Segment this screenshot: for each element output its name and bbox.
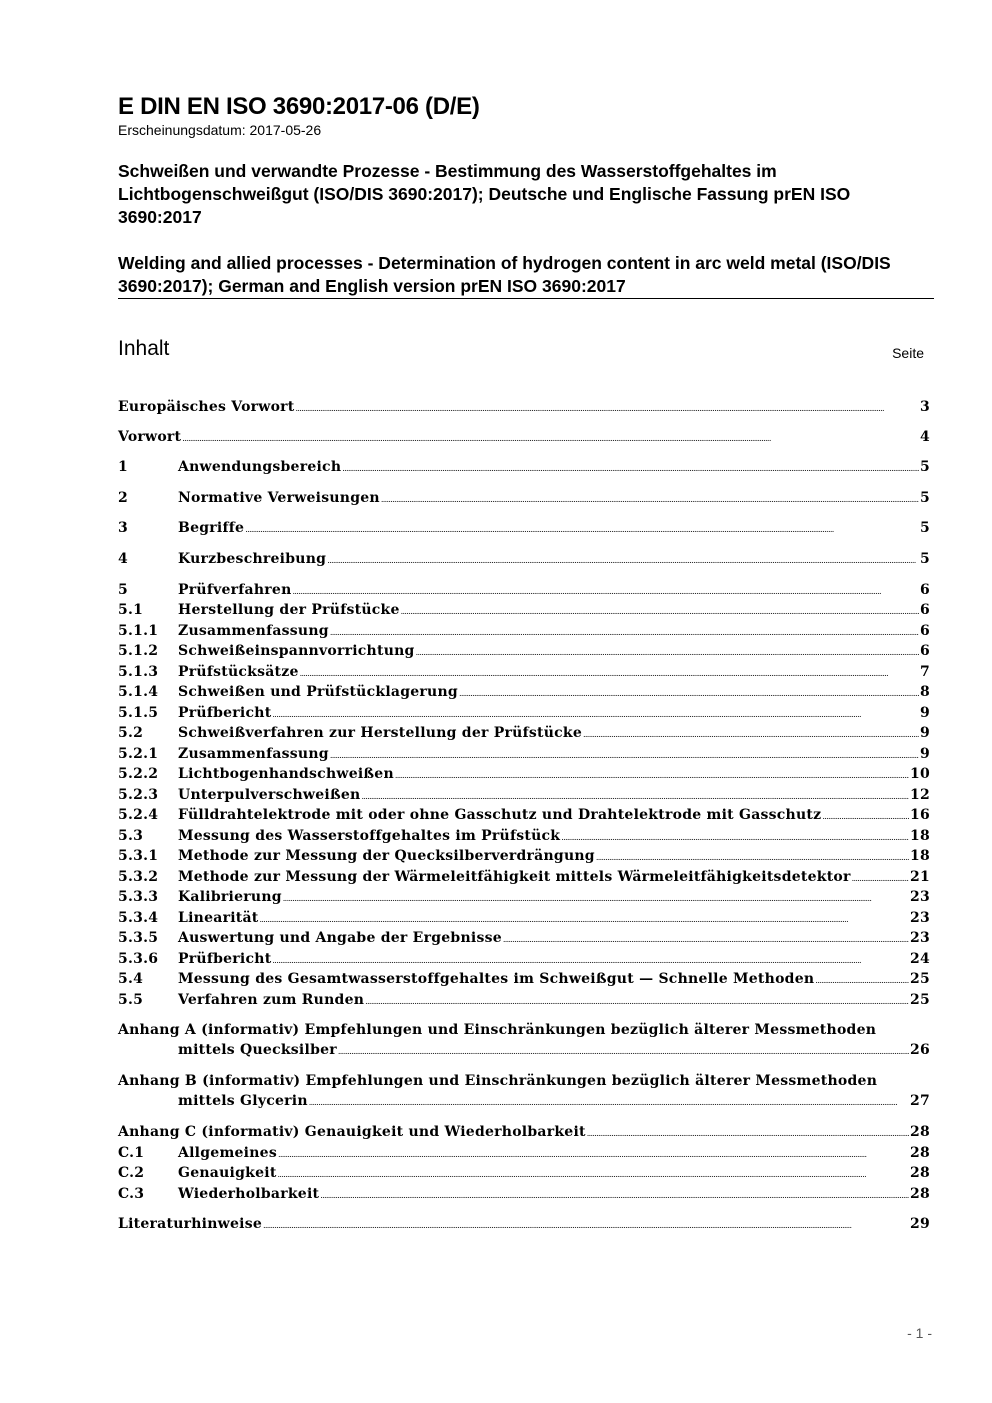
toc-dot-leader [309, 1091, 909, 1113]
toc-entry-title: Prüfverfahren [178, 582, 292, 598]
toc-entry-page: 9 [920, 705, 930, 721]
toc-entry-page: 23 [910, 889, 930, 905]
toc-entry-page: 23 [910, 930, 930, 946]
toc-entry-title: Messung des Wasserstoffgehaltes im Prüfstück [178, 828, 561, 844]
toc-entry[interactable] [118, 867, 930, 889]
toc-entry[interactable] [118, 427, 930, 449]
toc-dot-leader [330, 744, 919, 766]
toc-dot-leader [296, 397, 919, 419]
toc-entry[interactable] [118, 1214, 930, 1236]
toc-entry-number: 5 [118, 582, 128, 598]
toc-dot-leader [272, 703, 919, 725]
toc-dot-leader [278, 1143, 909, 1165]
toc-entry-page: 4 [920, 429, 930, 445]
toc-entry-title: Allgemeines [178, 1145, 277, 1161]
toc-entry-page: 7 [920, 664, 930, 680]
toc-entry[interactable] [118, 1020, 930, 1062]
toc-dot-leader [342, 457, 919, 479]
toc-entry-title: mittels Quecksilber [178, 1042, 337, 1058]
toc-entry-title: Kurzbeschreibung [178, 551, 327, 567]
toc-entry-page: 5 [920, 551, 930, 567]
toc-entry[interactable] [118, 908, 930, 930]
toc-entry-title: Anhang C (informativ) Genauigkeit und Wiederholbarkeit [118, 1124, 586, 1140]
toc-entry-page: 25 [910, 992, 930, 1008]
toc-dot-leader [327, 549, 919, 571]
toc-dot-leader [338, 1040, 909, 1062]
toc-entry-number: 5.1.2 [118, 643, 159, 659]
toc-entry-page: 25 [910, 971, 930, 987]
toc-entry-title: Europäisches Vorwort [118, 399, 295, 415]
toc-entry-title: Schweißeinspannvorrichtung [178, 643, 415, 659]
toc-entry-page: 28 [910, 1186, 930, 1202]
toc-dot-leader [182, 427, 919, 449]
toc-entry-page: 18 [910, 848, 930, 864]
toc-entry-title: Normative Verweisungen [178, 490, 380, 506]
toc-entry-title: Genauigkeit [178, 1165, 277, 1181]
toc-entry[interactable] [118, 580, 930, 602]
toc-dot-leader [416, 641, 919, 663]
toc-entry-title: Prüfbericht [178, 951, 272, 967]
toc-entry[interactable] [118, 600, 930, 622]
toc-entry-title: Kalibrierung [178, 889, 282, 905]
title-english: Welding and allied processes - Determination of hydrogen content in arc weld metal (ISO/DIS 3690:2017); German and English version prEN ISO 3690:2017 [118, 253, 891, 296]
toc-entry-page: 28 [910, 1124, 930, 1140]
toc-entry-title: Auswertung und Angabe der Ergebnisse [178, 930, 502, 946]
toc-entry-page: 3 [920, 399, 930, 415]
toc-entry-page: 9 [920, 725, 930, 741]
toc-entry[interactable] [118, 457, 930, 479]
toc-entry-title: Zusammenfassung [178, 746, 329, 762]
toc-entry[interactable] [118, 1184, 930, 1206]
toc-entry-title: mittels Glycerin [178, 1093, 308, 1109]
toc-entry[interactable] [118, 1071, 930, 1113]
toc-entry-page: 28 [910, 1165, 930, 1181]
toc-entry[interactable] [118, 805, 930, 827]
toc-entry[interactable] [118, 928, 930, 950]
toc-entry-number: 4 [118, 551, 128, 567]
toc-entry-number: 5.2.2 [118, 766, 159, 782]
toc-entry-page: 23 [910, 910, 930, 926]
toc-entry-number: 2 [118, 490, 128, 506]
toc-dot-leader [381, 488, 919, 510]
title-german: Schweißen und verwandte Prozesse - Bestimmung des Wasserstoffgehaltes im Lichtbogenschweißgut (ISO/DIS 3690:2017); Deutsche und Englische Fassung prEN ISO 3690:2017 [118, 161, 851, 227]
toc-entry-page: 18 [910, 828, 930, 844]
toc-entry[interactable] [118, 826, 930, 848]
toc-entry-page: 5 [920, 490, 930, 506]
toc-entry[interactable] [118, 641, 930, 663]
toc-dot-leader [365, 990, 909, 1012]
toc-entry-title: Verfahren zum Runden [178, 992, 365, 1008]
toc-entry-number: 5.2.3 [118, 787, 159, 803]
toc-entry[interactable] [118, 723, 930, 745]
toc-entry-number: C.3 [118, 1186, 145, 1202]
toc-entry-number: 5.1.1 [118, 623, 159, 639]
toc-dot-leader [293, 580, 919, 602]
toc-entry[interactable] [118, 1143, 930, 1165]
toc-dot-leader [263, 1214, 909, 1236]
toc-entry-title: Prüfbericht [178, 705, 272, 721]
toc-entry-title: Prüfstücksätze [178, 664, 299, 680]
toc-dot-leader [815, 969, 909, 991]
toc-entry-title: Methode zur Messung der Quecksilberverdrängung [178, 848, 595, 864]
toc-entry[interactable] [118, 397, 930, 419]
toc-entry-page: 6 [920, 643, 930, 659]
toc-dot-leader [395, 764, 909, 786]
toc-dot-leader [278, 1163, 909, 1185]
toc-entry-number: 5.5 [118, 992, 144, 1008]
toc-entry-number: 5.3.4 [118, 910, 159, 926]
toc-entry-title: Zusammenfassung [178, 623, 329, 639]
toc-entry-number: 5.1 [118, 602, 144, 618]
toc-dot-leader [587, 1122, 909, 1144]
toc-entry-number: C.1 [118, 1145, 145, 1161]
toc-entry-title: Vorwort [118, 429, 182, 445]
toc-entry-title: Anwendungsbereich [178, 459, 342, 475]
toc-entry-number: 5.3.3 [118, 889, 159, 905]
toc-entry-page: 16 [910, 807, 930, 823]
toc-heading: Inhalt [118, 337, 170, 360]
toc-entry-number: 5.3.1 [118, 848, 159, 864]
document-id: E DIN EN ISO 3690:2017-06 (D/E) [118, 93, 480, 120]
toc-entry-page: 29 [910, 1216, 930, 1232]
toc-entry-title: Begriffe [178, 520, 245, 536]
toc-entry-page: 6 [920, 623, 930, 639]
toc-entry-number: 5.2.1 [118, 746, 159, 762]
toc-entry-number: 5.3.6 [118, 951, 159, 967]
toc-entry[interactable] [118, 703, 930, 725]
toc-dot-leader [330, 621, 919, 643]
toc-dot-leader [561, 826, 909, 848]
toc-page-column-label: Seite [892, 345, 924, 361]
toc-entry-title: Literaturhinweise [118, 1216, 262, 1232]
toc-entry-title: Linearität [178, 910, 259, 926]
toc-entry-number: 5.2 [118, 725, 144, 741]
toc-entry-page: 6 [920, 582, 930, 598]
toc-dot-leader [260, 908, 909, 930]
toc-entry[interactable] [118, 764, 930, 786]
toc-entry-page: 24 [910, 951, 930, 967]
toc-entry[interactable] [118, 990, 930, 1012]
toc-entry[interactable] [118, 949, 930, 971]
toc-entry[interactable] [118, 1122, 930, 1144]
toc-entry[interactable] [118, 887, 930, 909]
toc-dot-leader [401, 600, 919, 622]
toc-dot-leader [361, 785, 909, 807]
toc-dot-leader [245, 518, 919, 540]
toc-entry-page: 10 [910, 766, 930, 782]
toc-entry-title: Lichtbogenhandschweißen [178, 766, 394, 782]
toc-dot-leader [300, 662, 919, 684]
toc-entry-number: 5.3.5 [118, 930, 159, 946]
toc-entry[interactable] [118, 621, 930, 643]
toc-entry[interactable] [118, 549, 930, 571]
toc-entry[interactable] [118, 1163, 930, 1185]
toc-dot-leader [583, 723, 919, 745]
toc-entry-page: 21 [910, 869, 930, 885]
toc-entry-title: Herstellung der Prüfstücke [178, 602, 400, 618]
toc-dot-leader [320, 1184, 909, 1206]
header-divider [118, 298, 934, 299]
toc-entry-page: 12 [910, 787, 930, 803]
toc-entry-page: 28 [910, 1145, 930, 1161]
toc-entry[interactable] [118, 785, 930, 807]
toc-entry-page: 6 [920, 602, 930, 618]
toc-dot-leader [272, 949, 909, 971]
toc-entry[interactable] [118, 488, 930, 510]
toc-entry-title: Wiederholbarkeit [178, 1186, 320, 1202]
toc-entry[interactable] [118, 682, 930, 704]
toc-entry-number: 1 [118, 459, 128, 475]
toc-entry-page: 5 [920, 520, 930, 536]
toc-entry[interactable] [118, 744, 930, 766]
page-number: - 1 - [907, 1325, 932, 1341]
toc-entry-title: Anhang A (informativ) Empfehlungen und Einschränkungen bezüglich älterer Messmethoden [118, 1022, 877, 1038]
toc-entry-title: Unterpulverschweißen [178, 787, 361, 803]
toc-entry-number: 5.3 [118, 828, 144, 844]
toc-entry-page: 8 [920, 684, 930, 700]
toc-entry-number: 5.4 [118, 971, 144, 987]
toc-dot-leader [503, 928, 909, 950]
toc-dot-leader [596, 846, 909, 868]
publication-date: Erscheinungsdatum: 2017-05-26 [118, 122, 322, 138]
toc-entry-page: 9 [920, 746, 930, 762]
toc-entry-number: 5.1.3 [118, 664, 159, 680]
toc-entry-title: Schweißverfahren zur Herstellung der Prüfstücke [178, 725, 583, 741]
toc-entry[interactable] [118, 846, 930, 868]
toc-entry-title: Methode zur Messung der Wärmeleitfähigkeit mittels Wärmeleitfähigkeitsdetektor [178, 869, 851, 885]
toc-dot-leader [822, 805, 909, 827]
toc-entry-title: Schweißen und Prüfstücklagerung [178, 684, 458, 700]
toc-dot-leader [459, 682, 919, 704]
toc-entry-page: 27 [910, 1093, 930, 1109]
toc-entry-number: C.2 [118, 1165, 145, 1181]
toc-entry-number: 5.3.2 [118, 869, 159, 885]
toc-dot-leader [283, 887, 909, 909]
toc-entry-number: 5.1.4 [118, 684, 159, 700]
toc-entry-number: 5.1.5 [118, 705, 159, 721]
toc-entry-title: Anhang B (informativ) Empfehlungen und Einschränkungen bezüglich älterer Messmethoden [118, 1073, 878, 1089]
toc-entry[interactable] [118, 969, 930, 991]
toc-entry-title: Fülldrahtelektrode mit oder ohne Gasschutz und Drahtelektrode mit Gasschutz [178, 807, 822, 823]
toc-dot-leader [852, 867, 909, 889]
toc-entry[interactable] [118, 662, 930, 684]
toc-entry-number: 3 [118, 520, 128, 536]
toc-entry-title: Messung des Gesamtwasserstoffgehaltes im Schweißgut — Schnelle Methoden [178, 971, 815, 987]
toc-entry-page: 26 [910, 1042, 930, 1058]
toc-entry-number: 5.2.4 [118, 807, 159, 823]
toc-entry-page: 5 [920, 459, 930, 475]
toc-entry[interactable] [118, 518, 930, 540]
